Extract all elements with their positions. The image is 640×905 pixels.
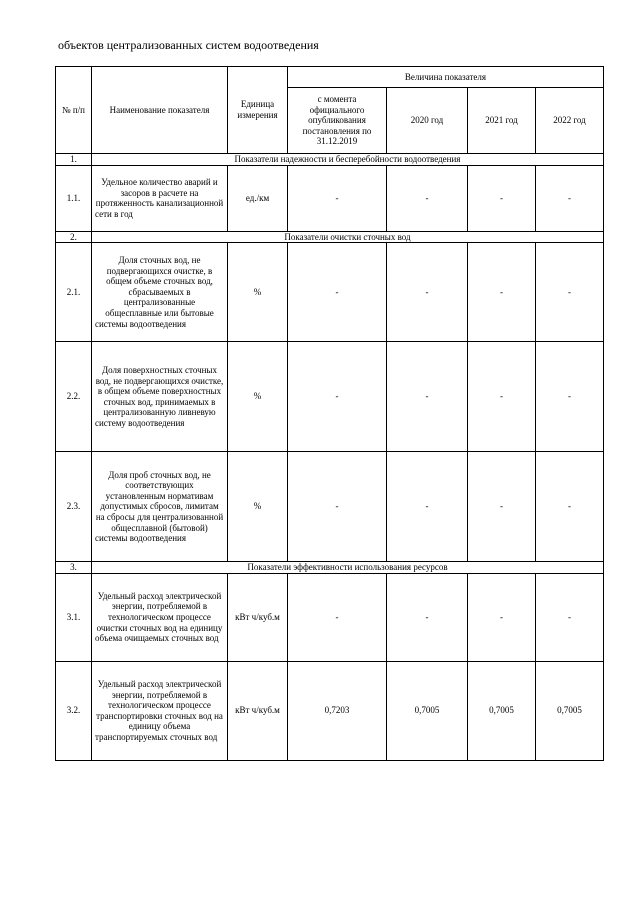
row-num: 3.2.	[56, 661, 92, 760]
row-name: Доля проб сточных вод, не соответствующих установленным нормативам допустимых сбросов, лимитам на сбросы для централизованной общесплавной (бытовой) системы водоотведения	[92, 452, 228, 562]
row-unit: %	[228, 243, 288, 342]
row-unit: кВт ч/куб.м	[228, 661, 288, 760]
header-num: № п/п	[56, 67, 92, 154]
row-num: 1.1.	[56, 165, 92, 231]
table-header-row	[56, 67, 604, 88]
row-unit: ед./км	[228, 165, 288, 231]
row-value: -	[536, 452, 604, 562]
indicators-table	[55, 66, 604, 761]
row-name: Доля поверхностных сточных вод, не подвергающихся очистке, в общем объеме поверхностных сточных вод, принимаемых в централизованную ливневую систему водоотведения	[92, 342, 228, 452]
row-num: 2.3.	[56, 452, 92, 562]
row-value: -	[387, 573, 468, 661]
row-unit: кВт ч/куб.м	[228, 573, 288, 661]
table-row	[56, 243, 604, 342]
section-num: 3.	[56, 562, 92, 574]
row-num: 2.2.	[56, 342, 92, 452]
row-unit: %	[228, 452, 288, 562]
table-row	[56, 452, 604, 562]
row-value: -	[468, 452, 536, 562]
row-value: -	[387, 243, 468, 342]
row-value: -	[387, 342, 468, 452]
row-value: -	[468, 573, 536, 661]
row-value: -	[288, 165, 387, 231]
section-row	[56, 231, 604, 243]
row-unit: %	[228, 342, 288, 452]
document-heading: объектов централизованных систем водоотведения	[58, 38, 319, 52]
section-num: 1.	[56, 154, 92, 166]
row-name: Доля сточных вод, не подвергающихся очистке, в общем объеме сточных вод, сбрасываемых в централизованные общесплавные или бытовые системы водоотведения	[92, 243, 228, 342]
section-row	[56, 154, 604, 166]
row-value: 0,7005	[536, 661, 604, 760]
header-value-group: Величина показателя	[288, 67, 604, 88]
row-value: -	[536, 243, 604, 342]
section-title: Показатели очистки сточных вод	[92, 231, 604, 243]
row-value: -	[387, 165, 468, 231]
table-row	[56, 661, 604, 760]
row-value: 0,7005	[387, 661, 468, 760]
row-name: Удельный расход электрической энергии, потребляемой в технологическом процессе очистки сточных вод на единицу объема очищаемых сточных вод	[92, 573, 228, 661]
section-title: Показатели надежности и бесперебойности водоотведения	[92, 154, 604, 166]
row-value: -	[536, 342, 604, 452]
row-value: -	[288, 243, 387, 342]
row-value: 0,7203	[288, 661, 387, 760]
table-row	[56, 573, 604, 661]
header-col-2020: 2020 год	[387, 88, 468, 154]
row-value: -	[536, 573, 604, 661]
row-name: Удельное количество аварий и засоров в расчете на протяженность канализационной сети в год	[92, 165, 228, 231]
row-value: -	[468, 342, 536, 452]
section-num: 2.	[56, 231, 92, 243]
header-col-publication: с момента официального опубликования постановления по 31.12.2019	[288, 88, 387, 154]
row-num: 2.1.	[56, 243, 92, 342]
header-col-2022: 2022 год	[536, 88, 604, 154]
table-row	[56, 342, 604, 452]
row-value: 0,7005	[468, 661, 536, 760]
header-unit: Единица измерения	[228, 67, 288, 154]
header-name: Наименование показателя	[92, 67, 228, 154]
row-value: -	[468, 243, 536, 342]
row-value: -	[288, 342, 387, 452]
section-row	[56, 562, 604, 574]
table-row	[56, 165, 604, 231]
row-value: -	[387, 452, 468, 562]
row-value: -	[536, 165, 604, 231]
row-value: -	[468, 165, 536, 231]
header-col-2021: 2021 год	[468, 88, 536, 154]
row-value: -	[288, 452, 387, 562]
row-value: -	[288, 573, 387, 661]
row-name: Удельный расход электрической энергии, потребляемой в технологическом процессе транспортировки сточных вод на единицу объема транспортируемых сточных вод	[92, 661, 228, 760]
section-title: Показатели эффективности использования ресурсов	[92, 562, 604, 574]
row-num: 3.1.	[56, 573, 92, 661]
